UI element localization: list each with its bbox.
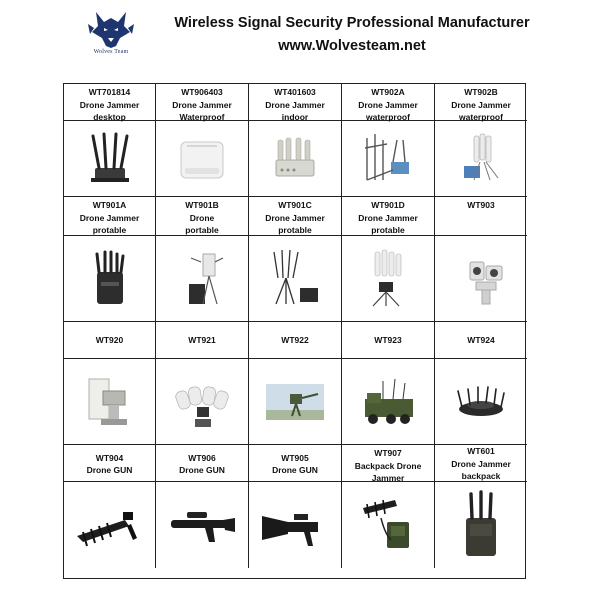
waterproof-box-icon: [167, 130, 237, 188]
product-description: Backpack Drone: [354, 460, 422, 471]
backpack-jammer-icon: [444, 490, 518, 560]
product-description: waterproof: [366, 112, 410, 122]
product-image-cell[interactable]: [435, 482, 527, 568]
product-model: WT701814: [88, 87, 131, 97]
product-image-cell[interactable]: [249, 482, 342, 568]
product-image-cell[interactable]: [64, 482, 156, 568]
product-label-cell: [156, 322, 249, 359]
product-image-cell[interactable]: [156, 482, 249, 568]
product-description: backpack: [461, 471, 501, 482]
product-description: Waterproof: [179, 112, 225, 122]
product-image-cell[interactable]: [64, 121, 156, 197]
radar-panel-icon: [75, 371, 145, 433]
product-description: Drone Jammer: [451, 458, 511, 469]
product-description: Drone GUN: [179, 465, 225, 475]
product-model: WT922: [281, 334, 309, 345]
product-label-cell: [342, 322, 435, 359]
product-description: portable: [185, 225, 219, 235]
product-model: WT907: [374, 448, 402, 458]
product-label-cell: [249, 197, 342, 236]
product-label-cell: [435, 197, 527, 236]
indoor-jammer-icon: [260, 130, 330, 188]
product-label-cell: [435, 322, 527, 359]
product-model: WT906403: [181, 87, 223, 97]
drone-gun-yagi-icon: [73, 494, 147, 556]
product-description: desktop: [93, 112, 126, 122]
product-image-cell[interactable]: [64, 236, 156, 322]
product-model: WT902B: [464, 87, 498, 97]
product-image-cell[interactable]: [156, 121, 249, 197]
military-vehicle-icon: [353, 371, 423, 433]
product-description: Jammer: [371, 473, 405, 483]
camera-turret-icon: [446, 248, 516, 310]
product-label-cell: [64, 445, 156, 482]
antenna-array-icon: [353, 130, 423, 188]
product-label-cell: [64, 84, 156, 121]
product-description: Drone Jammer: [358, 212, 418, 223]
product-model: WT921: [188, 334, 216, 345]
boat-jammer-icon: [446, 371, 516, 433]
website-link[interactable]: www.Wolvesteam.net: [278, 38, 426, 54]
product-image-cell[interactable]: [249, 359, 342, 445]
product-description: indoor: [281, 112, 309, 122]
tripod-panel-icon: [167, 248, 237, 310]
product-image-cell[interactable]: [342, 482, 435, 568]
backpack-gun-icon: [351, 494, 425, 556]
product-image-cell[interactable]: [435, 121, 527, 197]
product-model: WT902A: [371, 87, 405, 97]
product-description: protable: [92, 225, 127, 235]
product-label-cell: [249, 445, 342, 482]
product-model: WT924: [467, 334, 495, 345]
product-image-cell[interactable]: [249, 121, 342, 197]
product-image-cell[interactable]: [156, 236, 249, 322]
product-model: WT920: [95, 334, 124, 345]
product-model: WT901D: [371, 200, 405, 210]
page-title: Wireless Signal Security Professional Manufacturer: [174, 15, 530, 31]
product-model: WT901C: [278, 200, 312, 210]
product-model: WT903: [467, 200, 495, 210]
product-description: protable: [371, 225, 405, 235]
wolves-team-logo: [82, 8, 140, 58]
product-model: WT901A: [92, 200, 127, 210]
product-description: waterproof: [459, 112, 503, 122]
product-model: WT601: [467, 446, 495, 457]
product-description: Drone Jammer: [265, 99, 325, 110]
product-label-cell: [156, 84, 249, 121]
product-image-cell[interactable]: [156, 359, 249, 445]
product-label-cell: [156, 197, 249, 236]
product-description: Drone Jammer: [172, 99, 232, 110]
product-description: Drone Jammer: [79, 99, 140, 110]
product-image-cell[interactable]: [64, 359, 156, 445]
product-description: Drone GUN: [272, 465, 318, 475]
product-image-cell[interactable]: [435, 236, 527, 322]
desktop-jammer-icon: [75, 130, 145, 188]
product-image-cell[interactable]: [249, 236, 342, 322]
product-label-cell: [64, 197, 156, 236]
product-model: WT401603: [274, 87, 316, 97]
product-label-cell: [156, 445, 249, 482]
portable-case-icon: [75, 248, 145, 310]
product-model: WT901B: [185, 200, 219, 210]
fan-antennas-icon: [167, 371, 237, 433]
product-description: protable: [278, 225, 312, 235]
product-description: Drone Jammer: [265, 212, 325, 223]
product-image-cell[interactable]: [342, 236, 435, 322]
product-image-cell[interactable]: [435, 359, 527, 445]
panel-array-icon: [446, 130, 516, 188]
header: [0, 0, 600, 70]
product-description: Drone: [189, 212, 215, 223]
product-label-cell: [342, 197, 435, 236]
product-description: Drone GUN: [86, 465, 133, 475]
product-model: WT905: [281, 452, 309, 463]
wolf-head-icon: [82, 8, 140, 50]
drone-gun-rifle-icon: [165, 494, 239, 556]
product-model: WT904: [95, 452, 124, 463]
product-model: WT906: [188, 452, 216, 463]
product-description: Drone Jammer: [358, 99, 418, 110]
outdoor-system-icon: [260, 376, 330, 428]
product-image-cell[interactable]: [342, 121, 435, 197]
product-label-cell: [435, 445, 527, 482]
product-description: Drone Jammer: [451, 99, 511, 110]
tripod-omni-icon: [353, 248, 423, 310]
tripod-antennas-icon: [260, 248, 330, 310]
product-label-cell: [435, 84, 527, 121]
product-model: WT923: [374, 334, 402, 345]
product-label-cell: [342, 445, 435, 482]
product-description: Drone Jammer: [79, 212, 140, 223]
drone-gun-horn-icon: [258, 494, 332, 556]
product-label-cell: [249, 84, 342, 121]
product-label-cell: [64, 322, 156, 359]
product-label-cell: [342, 84, 435, 121]
product-label-cell: [249, 322, 342, 359]
product-image-cell[interactable]: [342, 359, 435, 445]
product-table: [63, 83, 526, 579]
logo-text: Wolves Team: [93, 49, 129, 55]
